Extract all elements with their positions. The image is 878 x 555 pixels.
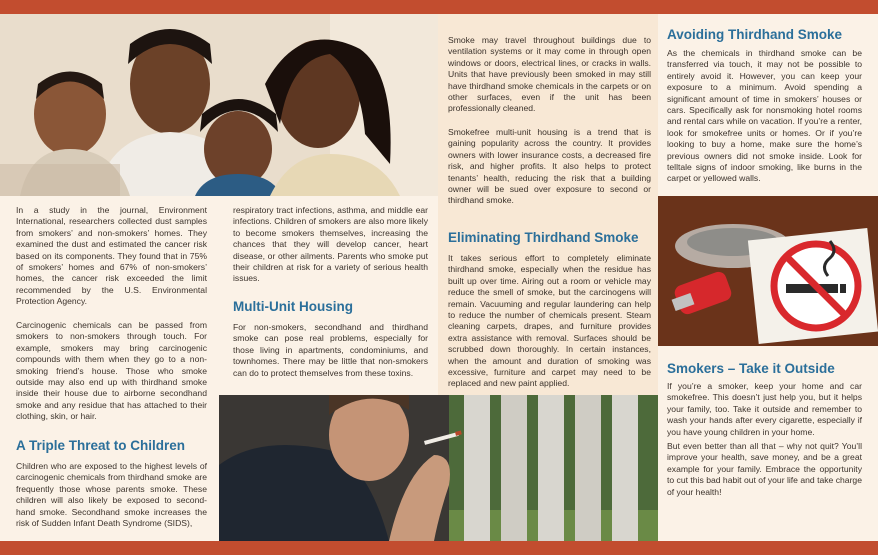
family-photo xyxy=(0,14,438,196)
smoker-photo xyxy=(219,395,658,541)
eliminating-paragraph: It takes serious effort to completely eliminate thirdhand smoke, especially when the residue has built up over time. Airing out a room or vehicle may reduce the smell of smoke, but the carcinogens will remain. Vacuuming and regular laundering can help to reduce the number of chemicals present. Steam cleaning carpets, drapes, and furniture provides extra assistance with removal. Surfaces should be scrubbed down thoroughly. In certain instances, when the amount and duration of smoking was excessive, furniture and carpet may need to be replaced and new paint applied. xyxy=(448,253,651,389)
triple-threat-heading: A Triple Threat to Children xyxy=(16,438,186,453)
avoiding-heading: Avoiding Thirdhand Smoke xyxy=(667,27,843,42)
take-it-outside-heading: Smokers – Take it Outside xyxy=(667,361,835,376)
triple-threat-paragraph: Children who are exposed to the highest levels of carcinogenic chemicals from thirdhand smoke are frequently those whose parents smoke. These children will also likely be exposed to second-hand smoke. Secondhand smoke increases the risk of Sudden Infant Death Syndrome (SIDS), xyxy=(16,461,207,529)
smoke-travel-paragraph: Smoke may travel throughout buildings due to ventilation systems or it may come in through open windows or doors, electrical lines, or cracks in walls. Units that have previously been smoked in may still have thirdhand smoke chemicals in the carpets or on other surfaces, even if the unit has been professionally cleaned. xyxy=(448,35,651,114)
take-it-outside-paragraph-2: But even better than all that – why not quit? You’ll improve your health, save money, and be a great example for your family. Embrace the opportunity to cut this bad habit out of your life and take charge of your health! xyxy=(667,441,862,497)
intro-paragraph: In a study in the journal, Environment International, researchers collected dust samples from smokers’ and non-smokers’ homes. They examined the dust and estimated the cancer risk based on its components. They found that in 75% of smokers’ homes and 67% of non-smokers’ homes, the cancer risk exceeded the limit recommended by the U.S. Environmental Protection Agency. xyxy=(16,205,207,307)
eliminating-heading: Eliminating Thirdhand Smoke xyxy=(448,230,639,245)
top-border-band xyxy=(0,0,878,14)
carcinogenic-paragraph: Carcinogenic chemicals can be passed from smokers to non-smokers through touch. For example, smokers may bring carcinogenic compounds with them when they go to a non-smoking friend’s house. Those who smoke outside may also end up with thirdhand smoke inside their house due to airborne secondhand smoke and any residue that has attached to their clothing, skin, or hair. xyxy=(16,320,207,422)
no-smoking-sign-photo xyxy=(658,196,878,346)
avoiding-paragraph: As the chemicals in thirdhand smoke can be transferred via touch, it may not be possible to entirely avoid it. However, you can keep your exposure to a minimum. Avoid spending a significant amount of time in smokers’ houses or cars. Specifically ask for nonsmoking hotel rooms and rental cars while on vacation. If you’re a renter, look for smokefree units or homes. Or if you’re looking to buy a home, make sure the home’s previous owners did not smoke inside. Look for telltale signs of indoor smoking, like burns in the carpet or yellowed walls. xyxy=(667,48,862,184)
smokefree-housing-paragraph: Smokefree multi-unit housing is a trend that is gaining popularity across the country. It provides owners with lower insurance costs, a decreased fire risk, and higher profits. It also helps to protect tenants’ health, reducing the risk that a building owner will be sued over exposure to second or thirdhand smoke. xyxy=(448,127,651,206)
take-it-outside-paragraph-1: If you’re a smoker, keep your home and car smokefree. This doesn’t just help you, but it helps your family, too. Take it outside and remember to wash your hands after every cigarette, especially if you have young children in your home. xyxy=(667,381,862,437)
multi-unit-heading: Multi-Unit Housing xyxy=(233,299,353,314)
bottom-border-band xyxy=(0,541,878,555)
middle-continuation-paragraph: respiratory tract infections, asthma, and middle ear infections. Children of smokers are also more likely to become smokers themselves, increasing the chances that they will develop cancer, heart disease, or other ailments. Parents who smoke put their children at risk for a variety of serious health issues. xyxy=(233,205,428,284)
multi-unit-paragraph: For non-smokers, secondhand and thirdhand smoke can pose real problems, especially for those living in apartments, condominiums, and townhomes. There may be little that non-smokers can do to protect themselves from these toxins. xyxy=(233,322,428,378)
